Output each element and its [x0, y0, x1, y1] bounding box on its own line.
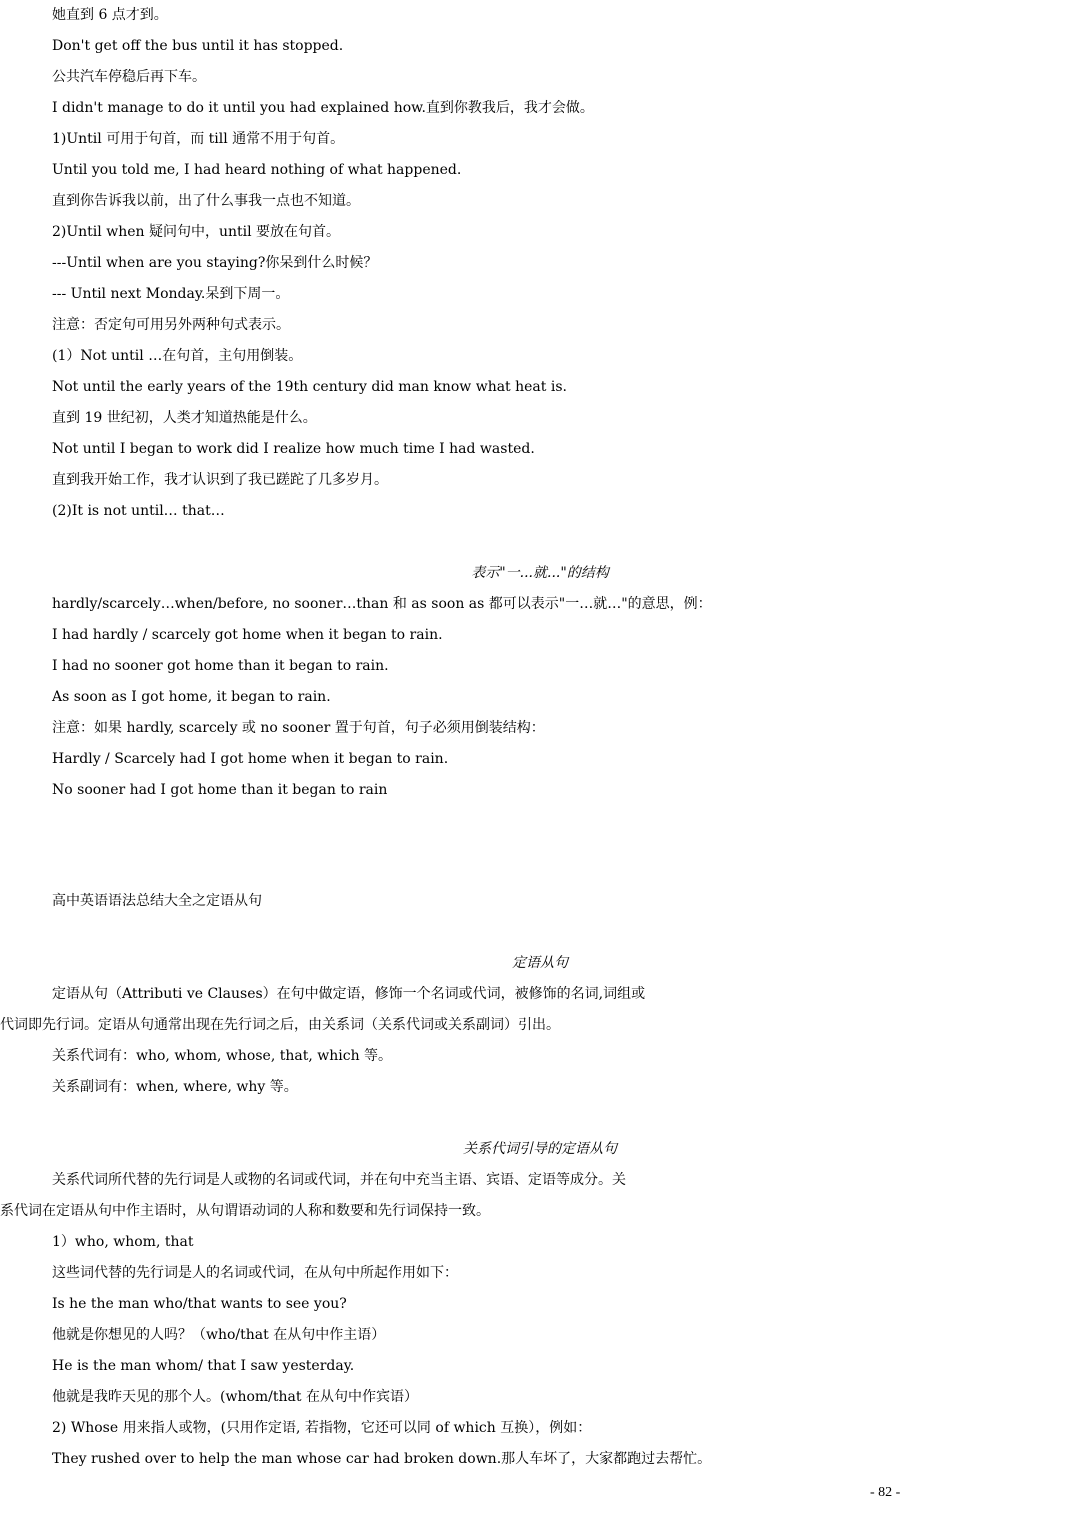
section-title: 表示"一...就..."的结构 — [471, 565, 609, 581]
chapter-heading: 高中英语语法总结大全之定语从句 — [52, 893, 262, 909]
text-line: Until you told me, I had heard nothing of what happened. — [52, 162, 462, 178]
text-line: (1）Not until …在句首，主句用倒装。 — [52, 348, 303, 364]
text-line: 1)Until 可用于句首，而 till 通常不用于句首。 — [52, 131, 345, 147]
text-line: I didn't manage to do it until you had explained how.直到你教我后，我才会做。 — [52, 100, 594, 116]
text-line: 2)Until when 疑问句中，until 要放在句首。 — [52, 224, 341, 240]
section-title: 定语从句 — [512, 955, 568, 971]
text-line: Not until the early years of the 19th century did man know what heat is. — [52, 379, 567, 395]
text-line: 她直到 6 点才到。 — [52, 7, 168, 23]
text-line: 1）who, whom, that — [52, 1234, 194, 1250]
text-line: Is he the man who/that wants to see you? — [52, 1296, 347, 1312]
spacer — [0, 917, 1080, 948]
text-line: I had hardly / scarcely got home when it began to rain. — [52, 627, 443, 643]
paragraph-line: 关系代词所代替的先行词是人或物的名词或代词，并在句中充当主语、宾语、定语等成分。关 — [52, 1172, 626, 1188]
spacer — [0, 806, 1080, 886]
text-line: Don't get off the bus until it has stopped. — [52, 38, 344, 54]
text-line: 公共汽车停稳后再下车。 — [52, 69, 206, 85]
text-line: 注意：如果 hardly, scarcely 或 no sooner 置于句首，句子必须用倒装结构： — [52, 720, 545, 736]
text-line: ---Until when are you staying?你呆到什么时候？ — [52, 255, 378, 271]
section-title: 关系代词引导的定语从句 — [463, 1141, 617, 1157]
text-line: 这些词代替的先行词是人的名词或代词，在从句中所起作用如下： — [52, 1265, 458, 1281]
paragraph-line: 代词即先行词。定语从句通常出现在先行词之后，由关系词（关系代词或关系副词）引出。 — [0, 1017, 560, 1033]
text-line: No sooner had I got home than it began to rain — [52, 782, 388, 798]
text-line: 直到 19 世纪初，人类才知道热能是什么。 — [52, 410, 317, 426]
text-line: 直到我开始工作，我才认识到了我已蹉跎了几多岁月。 — [52, 472, 388, 488]
spacer — [0, 527, 1080, 558]
text-line: As soon as I got home, it began to rain. — [52, 689, 331, 705]
text-line: 他就是我昨天见的那个人。(whom/that 在从句中作宾语） — [52, 1389, 418, 1405]
paragraph-line: 系代词在定语从句中作主语时，从句谓语动词的人称和数要和先行词保持一致。 — [0, 1203, 490, 1219]
text-line: I had no sooner got home than it began to rain. — [52, 658, 389, 674]
text-line: --- Until next Monday.呆到下周一。 — [52, 286, 290, 302]
text-line: Hardly / Scarcely had I got home when it began to rain. — [52, 751, 449, 767]
text-line: 他就是你想见的人吗？（who/that 在从句中作主语） — [52, 1327, 386, 1343]
text-line: (2)It is not until… that… — [52, 503, 225, 519]
page-number: - 82 - — [870, 1485, 901, 1500]
text-line: Not until I began to work did I realize how much time I had wasted. — [52, 441, 535, 457]
text-line: 关系副词有：when, where, why 等。 — [52, 1079, 298, 1095]
text-line: 2) Whose 用来指人或物，(只用作定语, 若指物，它还可以同 of which 互换），例如： — [52, 1420, 592, 1436]
spacer — [0, 1103, 1080, 1134]
text-line: 注意：否定句可用另外两种句式表示。 — [52, 317, 290, 333]
text-line: 直到你告诉我以前，出了什么事我一点也不知道。 — [52, 193, 360, 209]
paragraph-line: 定语从句（Attributi ve Clauses）在句中做定语，修饰一个名词或代词，被修饰的名词,词组或 — [52, 986, 646, 1002]
text-line: hardly/scarcely…when/before, no sooner…than 和 as soon as 都可以表示"一…就…"的意思，例： — [52, 596, 712, 612]
text-line: He is the man whom/ that I saw yesterday. — [52, 1358, 355, 1374]
text-line: 关系代词有：who, whom, whose, that, which 等。 — [52, 1048, 393, 1064]
text-line: They rushed over to help the man whose car had broken down.那人车坏了，大家都跑过去帮忙。 — [52, 1451, 712, 1467]
